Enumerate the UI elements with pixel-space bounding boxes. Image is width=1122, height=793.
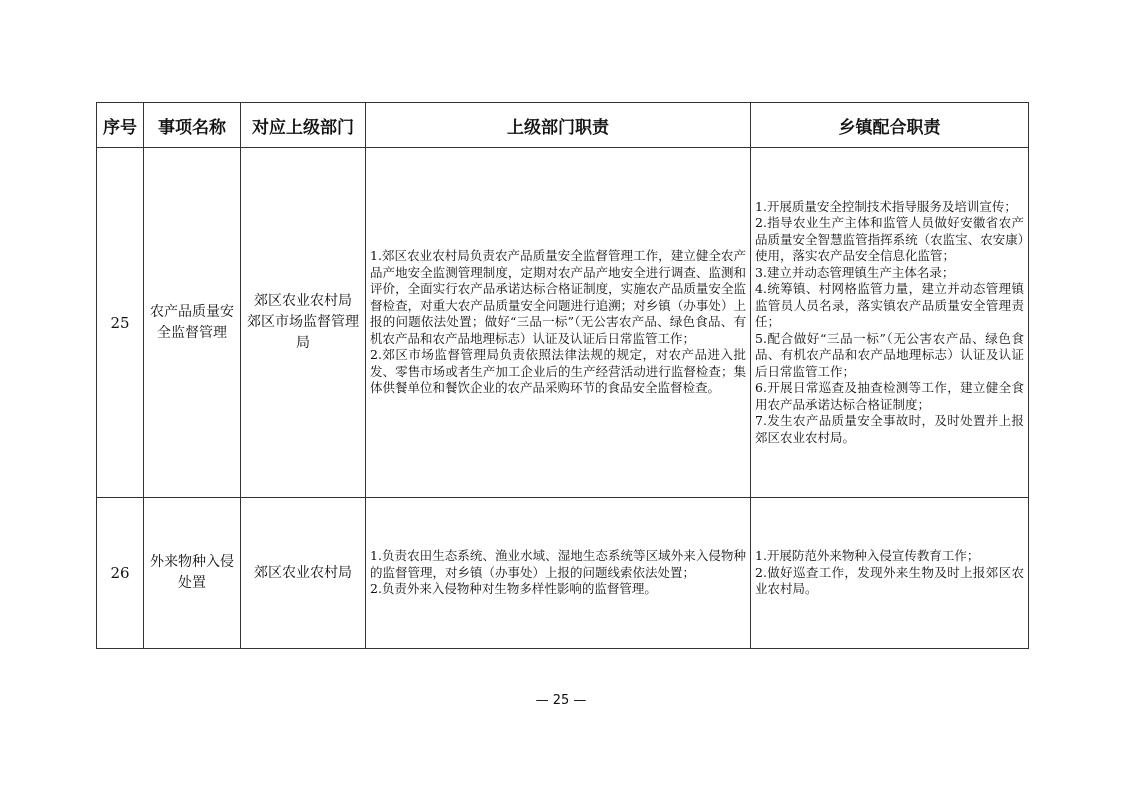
duty-item: 2.负责外来入侵物种对生物多样性影响的监督管理。 xyxy=(370,581,657,597)
duty-item: 1.开展质量安全控制技术指导服务及培训宣传； xyxy=(755,198,1017,214)
duty-table-container xyxy=(96,102,1028,649)
row-number: 26 xyxy=(97,498,144,649)
page-number: — 25 — xyxy=(535,693,587,708)
row-item-name: 农产品质量安全监督管理 xyxy=(144,148,241,498)
duty-item: 1.郊区农业农村局负责农产品质量安全监督管理工作，建立健全农产品产地安全监测管理制度，定期对农产品产地安全进行调查、监测和评价，全面实行农产品承诺达标合格证制度，实施农产品质量安全监督检查，对重大农产品质量安全问题进行追溯；对乡镇（办事处）上报的问题依法处置；做好“三品一标”（无公害农产品、绿色食品、有机农产品和农产品地理标志）认证及认证后日常监管工作； xyxy=(370,248,746,346)
row-departments xyxy=(241,498,366,649)
duty-item: 2.指导农业生产主体和监管人员做好安徽省农产品质量安全智慧监管指挥系统（农监宝、农安康）使用，落实农产品安全信息化监管； xyxy=(755,215,1024,264)
duty-item: 4.统筹镇、村网格监管力量，建立并动态管理镇监管员人员名录，落实镇农产品质量安全管理责任； xyxy=(755,281,1024,330)
row-superior-duties xyxy=(366,498,751,649)
header-superior-duties: 上级部门职责 xyxy=(366,103,751,148)
department-name: 郊区农业农村局 xyxy=(254,293,352,309)
department-name: 郊区农业农村局 xyxy=(254,564,352,581)
row-township-duties xyxy=(751,148,1029,498)
row-superior-duties xyxy=(366,148,751,498)
department-name: 郊区市场监督管理局 xyxy=(247,314,359,351)
duty-table xyxy=(96,102,1029,649)
duty-item: 3.建立并动态管理镇生产主体名录； xyxy=(755,264,955,280)
duty-item: 1.开展防范外来物种入侵宣传教育工作； xyxy=(755,548,980,564)
header-item-name: 事项名称 xyxy=(144,103,241,148)
duty-item: 7.发生农产品质量安全事故时，及时处置并上报郊区农业农村局。 xyxy=(755,413,1024,445)
table-header-row xyxy=(97,103,1029,148)
header-township-duties: 乡镇配合职责 xyxy=(751,103,1029,148)
row-township-duties xyxy=(751,498,1029,649)
duty-item: 1.负责农田生态系统、渔业水域、湿地生态系统等区域外来入侵物种的监督管理，对乡镇（办事处）上报的问题线索依法处置； xyxy=(370,548,746,580)
duty-item: 5.配合做好“三品一标”（无公害农产品、绿色食品、有机农产品和农产品地理标志）认证及认证后日常监管工作； xyxy=(755,330,1024,379)
header-superior-department: 对应上级部门 xyxy=(241,103,366,148)
header-serial-number: 序号 xyxy=(97,103,144,148)
duty-item: 6.开展日常巡查及抽查检测等工作，建立健全食用农产品承诺达标合格证制度； xyxy=(755,380,1024,412)
row-departments xyxy=(241,148,366,498)
table-row xyxy=(97,498,1029,649)
table-row xyxy=(97,148,1029,498)
row-item-name: 外来物种入侵处置 xyxy=(144,498,241,649)
duty-item: 2.郊区市场监督管理局负责依照法律法规的规定，对农产品进入批发、零售市场或者生产加工企业后的生产经营活动进行监督检查；集体供餐单位和餐饮企业的农产品采购环节的食品安全监督检查。 xyxy=(370,347,746,396)
duty-item: 2.做好巡查工作，发现外来生物及时上报郊区农业农村局。 xyxy=(755,564,1024,597)
row-number: 25 xyxy=(97,148,144,498)
